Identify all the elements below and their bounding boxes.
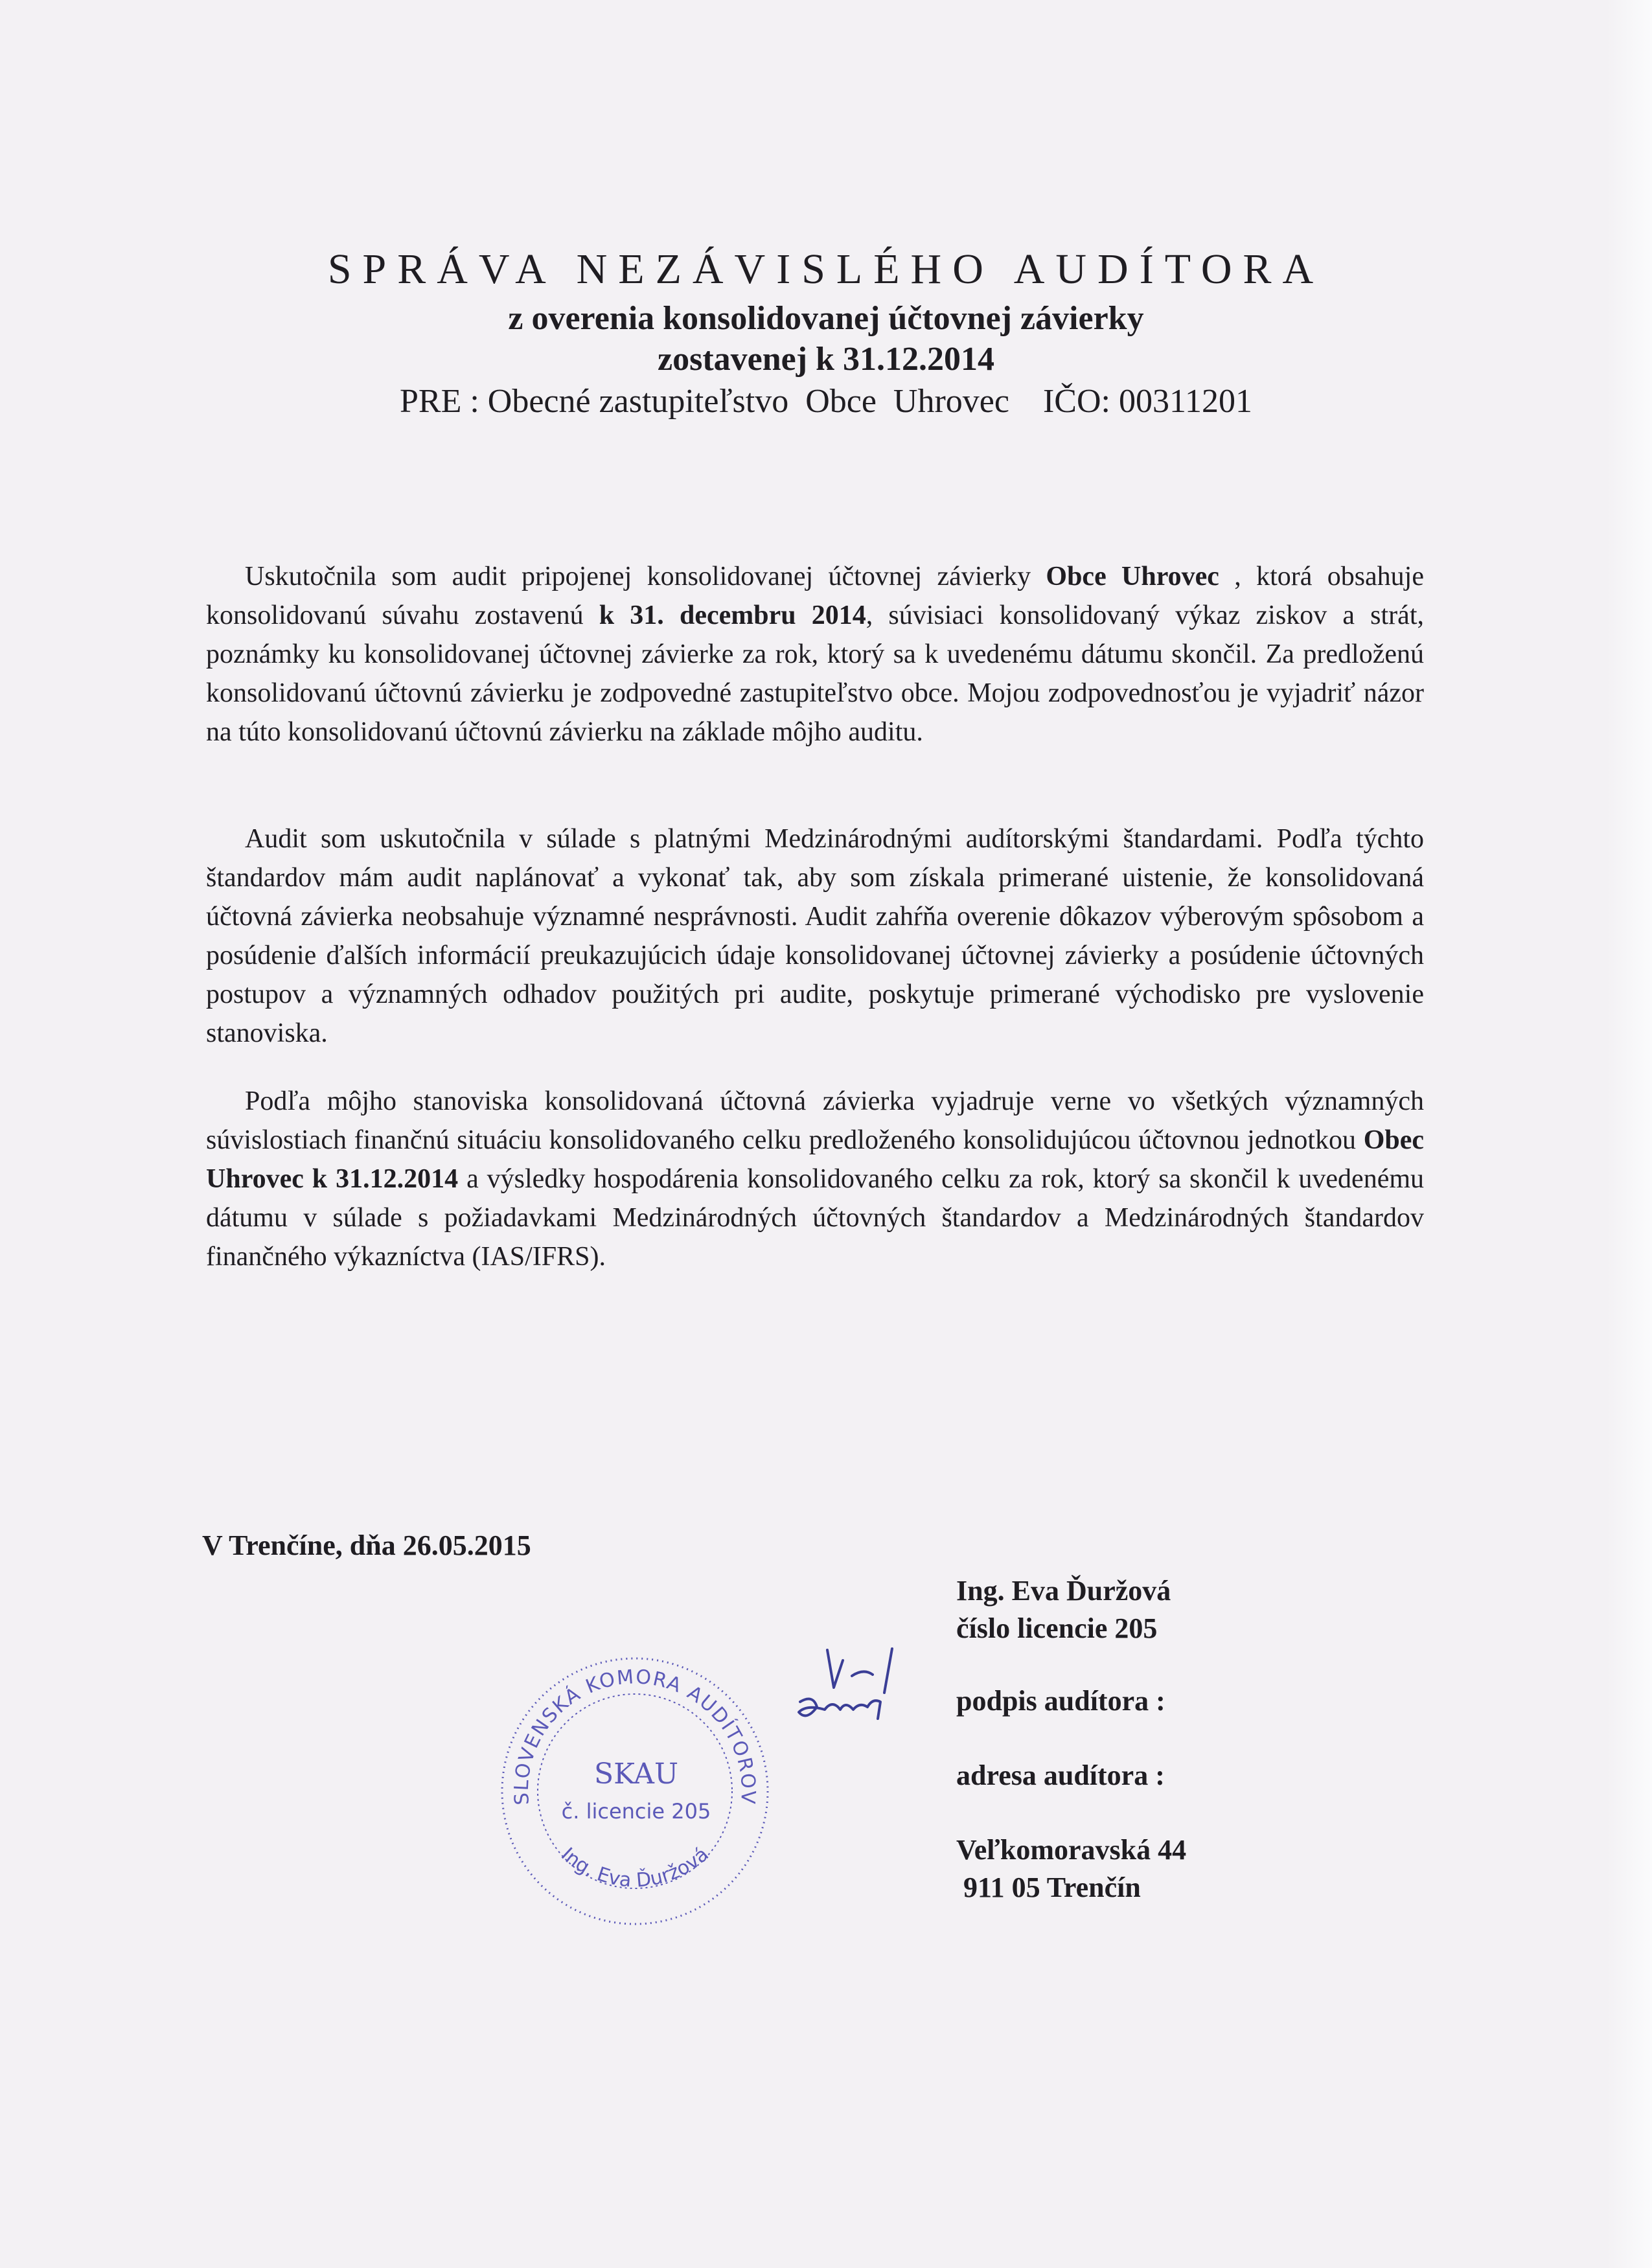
stamp-bottom-text: Ing. Eva Ďuržová bbox=[556, 1843, 713, 1892]
report-title: SPRÁVA NEZÁVISLÉHO AUDÍTORA bbox=[327, 246, 1325, 293]
p3-entity-date: Obec Uhrovec k 31.12.2014 bbox=[206, 1125, 1424, 1194]
signature-label: podpis audítora : bbox=[956, 1685, 1165, 1717]
recipient-line: PRE : Obecné zastupiteľstvo Obce Uhrovec IČO: 00311201 bbox=[399, 383, 1253, 420]
place-and-date: V Trenčíne, dňa 26.05.2015 bbox=[202, 1529, 531, 1561]
address-label: adresa audítora : bbox=[956, 1759, 1165, 1791]
auditor-name: Ing. Eva Ďuržová bbox=[956, 1575, 1171, 1607]
paragraph-opinion bbox=[206, 1082, 1424, 1276]
stamp-center-license: č. licencie 205 bbox=[561, 1799, 711, 1824]
address-city: 911 05 Trenčín bbox=[956, 1872, 1141, 1903]
signature-stroke-dash bbox=[852, 1671, 873, 1676]
signature-stroke-scribble bbox=[799, 1699, 880, 1719]
address-street: Veľkomoravská 44 bbox=[956, 1834, 1187, 1866]
p3-text-1: Podľa môjho stanoviska konsolidovaná účtovná závierka vyjadruje verne vo všetkých významných súvislostiach finančnú situáciu konsolidovaného celku predloženého konsolidujúcou účtovnou jednotkou bbox=[206, 1086, 1424, 1155]
p1-entity: Obce Uhrovec bbox=[1046, 562, 1219, 591]
signature-stroke-slash bbox=[884, 1649, 892, 1693]
p1-date: k 31. decembru 2014 bbox=[599, 601, 866, 630]
report-date-line: zostavenej k 31.12.2014 bbox=[658, 341, 994, 378]
p1-text-3: , súvisiaci konsolidovaný výkaz ziskov a strát, poznámky ku konsolidovanej účtovnej závierke za rok, ktorý sa k uvedenému dátumu skončil. Za predloženú konsolidovanú účtovnú závierku je zodpovedné zastupiteľstvo obce. Mojou zodpovednosťou je vyjadriť názor na túto konsolidovanú účtovnú závierku na základe môjho auditu. bbox=[206, 601, 1424, 747]
stamp-ring-text: SLOVENSKÁ KOMORA AUDÍTOROV bbox=[510, 1666, 760, 1806]
auditor-stamp bbox=[492, 1649, 777, 1934]
p3-text-2: a výsledky hospodárenia konsolidovaného celku za rok, ktorý sa skončil k uvedenému dátumu v súlade s požiadavkami Medzinárodných účtovných štandardov a Medzinárodných štandardov finančného výkazníctva (IAS/IFRS). bbox=[206, 1164, 1425, 1272]
handwritten-signature bbox=[787, 1642, 904, 1739]
p1-text-1: Uskutočnila som audit pripojenej konsolidovanej účtovnej závierky bbox=[245, 562, 1046, 591]
paragraph-audit-standards: Audit som uskutočnila v súlade s platnými Medzinárodnými audítorskými štandardami. Podľa týchto štandardov mám audit naplánovať a vykonať tak, aby som získala primerané uistenie, že konsolidovaná účtovná závierka neobsahuje významné nesprávnosti. Audit zahŕňa overenie dôkazov výberovým spôsobom a posúdenie ďalších informácií preukazujúcich údaje konsolidovanej účtovnej závierky a posúdenie účtovných postupov a významných odhadov použitých pri audite, poskytuje primerané východisko pre vyslovenie stanoviska. bbox=[206, 824, 1424, 1048]
paragraph-scope bbox=[206, 557, 1424, 751]
stamp-center-title: SKAU bbox=[593, 1758, 679, 1791]
report-subtitle: z overenia konsolidovanej účtovnej závierky bbox=[508, 300, 1144, 337]
signature-stroke-v bbox=[827, 1650, 843, 1688]
auditor-license: číslo licencie 205 bbox=[956, 1612, 1158, 1644]
p1-text-2: , ktorá obsahuje konsolidovanú súvahu zostavenú bbox=[206, 562, 1424, 630]
